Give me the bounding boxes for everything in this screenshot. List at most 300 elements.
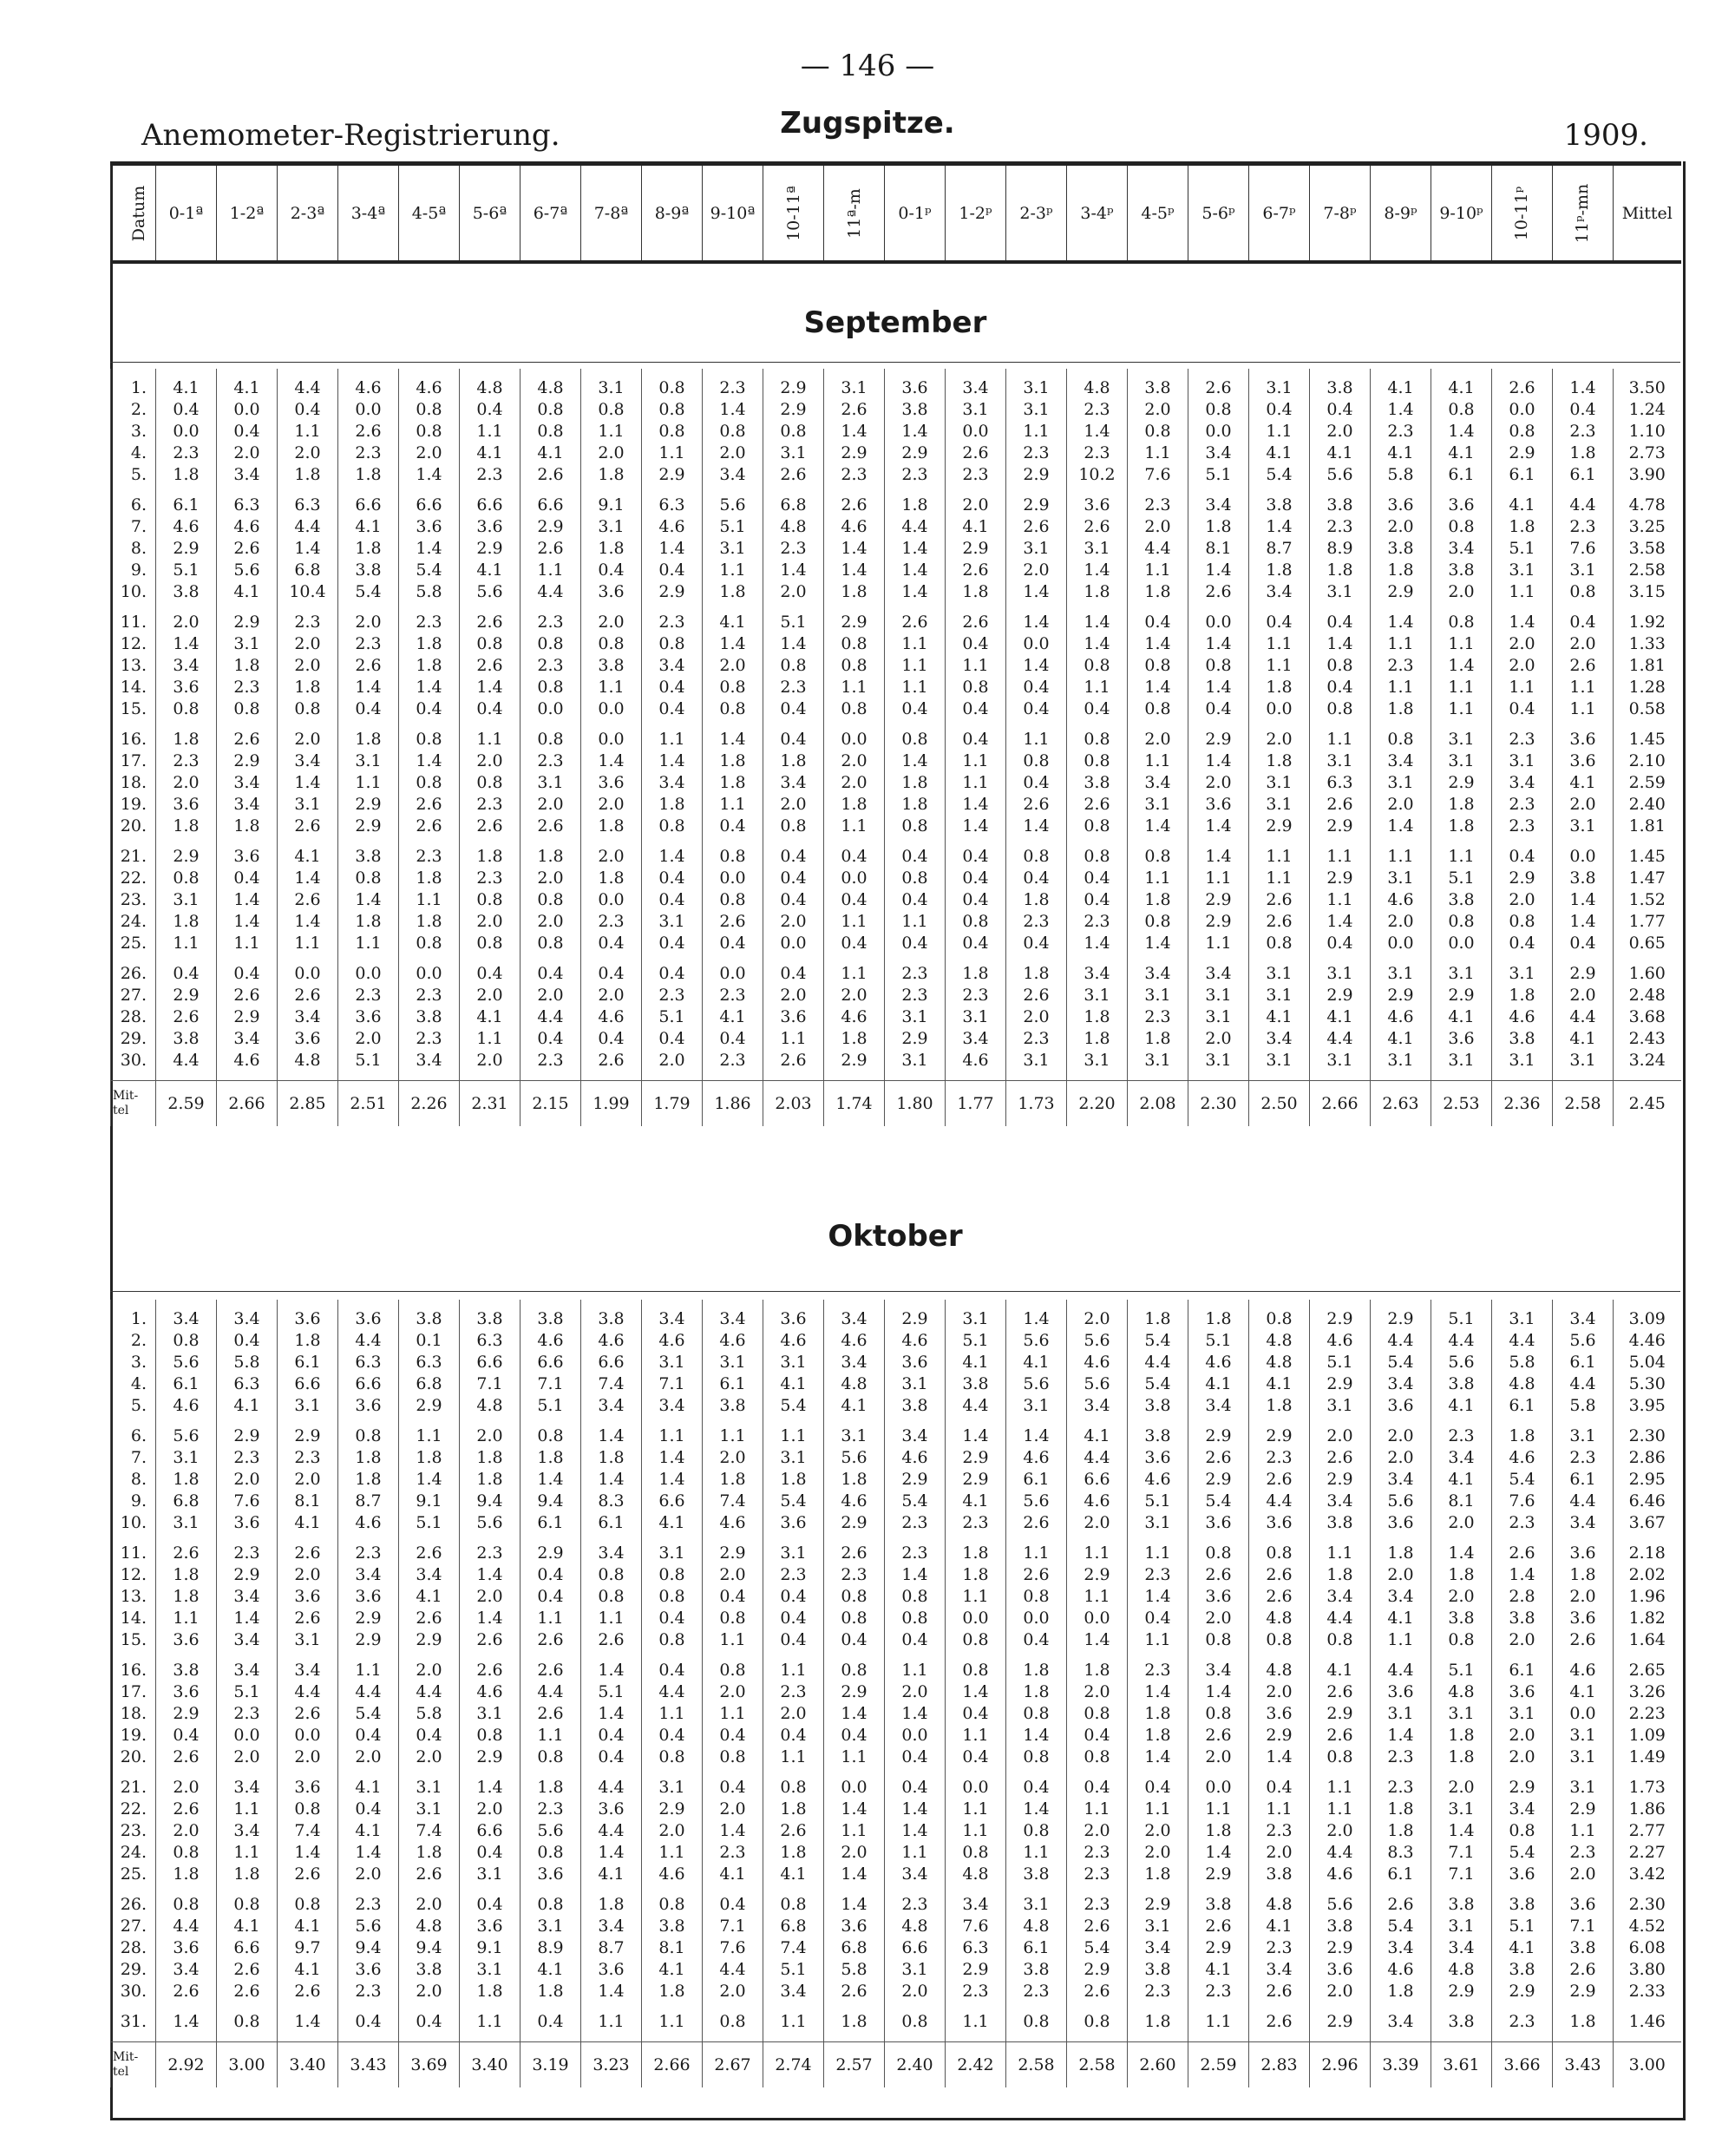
wind-speed-cell: 3.1: [1431, 1799, 1492, 1820]
wind-speed-cell: 2.9: [1431, 985, 1492, 1006]
wind-speed-cell: 2.6: [217, 1981, 278, 2002]
wind-speed-cell: 4.8: [1249, 1660, 1310, 1681]
wind-speed-cell: 0.8: [642, 1746, 703, 1768]
wind-speed-cell: 0.8: [763, 1777, 824, 1799]
wind-speed-cell: 3.4: [1371, 1937, 1431, 1959]
daily-mean-cell: 3.90: [1614, 464, 1681, 486]
wind-speed-cell: 1.4: [217, 1608, 278, 1629]
wind-speed-cell: 4.4: [1128, 1352, 1188, 1373]
wind-speed-cell: 2.0: [1249, 729, 1310, 750]
wind-speed-cell: 2.9: [1371, 1308, 1431, 1330]
wind-speed-cell: 2.6: [520, 816, 581, 837]
wind-speed-cell: 0.4: [946, 868, 1006, 889]
wind-speed-cell: 3.1: [1006, 538, 1067, 560]
wind-speed-cell: 3.6: [581, 772, 642, 794]
wind-speed-cell: 2.6: [278, 1608, 338, 1629]
mittel-label: Mit-tel: [111, 1081, 156, 1127]
wind-speed-cell: 1.4: [1006, 1799, 1067, 1820]
wind-speed-cell: 5.1: [1431, 868, 1492, 889]
table-row: [111, 655, 1681, 677]
wind-speed-cell: 1.4: [1371, 612, 1431, 633]
wind-speed-cell: 4.8: [1006, 1916, 1067, 1937]
wind-speed-cell: 1.8: [338, 538, 399, 560]
wind-speed-cell: 5.1: [703, 516, 763, 538]
wind-speed-cell: 0.0: [1188, 1777, 1249, 1799]
wind-speed-cell: 4.4: [520, 1681, 581, 1703]
wind-speed-cell: 3.1: [1431, 729, 1492, 750]
wind-speed-cell: 1.1: [1249, 846, 1310, 868]
wind-speed-cell: 3.6: [1492, 1864, 1553, 1885]
wind-speed-cell: 1.8: [1431, 794, 1492, 816]
wind-speed-cell: 0.4: [824, 889, 885, 911]
wind-speed-cell: 2.6: [1006, 1564, 1067, 1586]
wind-speed-cell: 3.6: [217, 1512, 278, 1534]
wind-speed-cell: 3.6: [1371, 1512, 1431, 1534]
wind-speed-cell: 3.1: [1431, 1916, 1492, 1937]
wind-speed-cell: 1.8: [1128, 1703, 1188, 1725]
wind-speed-cell: 2.0: [520, 868, 581, 889]
wind-speed-cell: 0.8: [338, 1425, 399, 1447]
wind-speed-cell: 3.1: [946, 1006, 1006, 1028]
wind-speed-cell: 1.8: [824, 1028, 885, 1050]
daily-mean-cell: 2.30: [1614, 1425, 1681, 1447]
date-cell: 24.: [111, 1842, 156, 1864]
wind-speed-cell: 2.3: [1371, 1777, 1431, 1799]
wind-speed-cell: 2.6: [1188, 1564, 1249, 1586]
wind-speed-cell: 3.1: [763, 1447, 824, 1469]
wind-speed-cell: 2.9: [217, 750, 278, 772]
wind-speed-cell: 2.6: [1310, 794, 1371, 816]
wind-speed-cell: 2.9: [1310, 1469, 1371, 1491]
wind-speed-cell: 5.1: [581, 1681, 642, 1703]
wind-speed-cell: 2.0: [1371, 911, 1431, 933]
wind-speed-cell: 2.9: [703, 1543, 763, 1564]
wind-speed-cell: 1.8: [763, 1469, 824, 1491]
wind-speed-cell: 2.6: [824, 495, 885, 516]
wind-speed-cell: 2.6: [278, 1703, 338, 1725]
wind-speed-cell: 2.3: [703, 985, 763, 1006]
wind-speed-cell: 2.3: [1067, 911, 1128, 933]
table-row: [111, 889, 1681, 911]
wind-speed-cell: 1.4: [642, 1447, 703, 1469]
wind-speed-cell: 3.1: [278, 794, 338, 816]
wind-speed-cell: 0.4: [763, 1608, 824, 1629]
column-header-hour: [1492, 164, 1553, 263]
hourly-mean-cell: 2.63: [1371, 1081, 1431, 1127]
wind-speed-cell: 6.6: [338, 495, 399, 516]
wind-speed-cell: 2.6: [399, 1543, 460, 1564]
wind-speed-cell: 0.8: [399, 421, 460, 442]
wind-speed-cell: 3.1: [1249, 772, 1310, 794]
wind-speed-cell: 0.8: [642, 1586, 703, 1608]
wind-speed-cell: 2.9: [1310, 1373, 1371, 1395]
wind-speed-cell: 0.4: [1553, 612, 1614, 633]
wind-speed-cell: 1.8: [1492, 1425, 1553, 1447]
wind-speed-cell: 4.8: [1249, 1352, 1310, 1373]
wind-speed-cell: 2.9: [824, 1681, 885, 1703]
wind-speed-cell: 0.8: [1249, 1308, 1310, 1330]
wind-speed-cell: 2.6: [581, 1050, 642, 1071]
wind-speed-cell: 2.9: [1310, 1308, 1371, 1330]
hourly-mean-cell: 1.77: [946, 1081, 1006, 1127]
daily-mean-cell: 3.58: [1614, 538, 1681, 560]
wind-speed-cell: 1.4: [1067, 933, 1128, 954]
wind-speed-cell: 10.2: [1067, 464, 1128, 486]
wind-speed-cell: 3.8: [1128, 1425, 1188, 1447]
daily-mean-cell: 1.45: [1614, 846, 1681, 868]
wind-speed-cell: 4.4: [703, 1959, 763, 1981]
wind-speed-cell: 5.1: [1431, 1308, 1492, 1330]
wind-speed-cell: 1.1: [885, 1660, 946, 1681]
september-table: [110, 369, 1681, 1126]
wind-speed-cell: 1.1: [1371, 846, 1431, 868]
wind-speed-cell: 2.9: [1431, 1981, 1492, 2002]
hourly-mean-cell: 2.58: [1553, 1081, 1614, 1127]
wind-speed-cell: 2.0: [1128, 1842, 1188, 1864]
wind-speed-cell: 4.1: [1431, 1395, 1492, 1417]
wind-speed-cell: 1.1: [1006, 1543, 1067, 1564]
wind-speed-cell: 4.8: [1431, 1959, 1492, 1981]
wind-speed-cell: 2.3: [885, 1512, 946, 1534]
wind-speed-cell: 1.1: [1553, 1820, 1614, 1842]
wind-speed-cell: 2.0: [1492, 889, 1553, 911]
wind-speed-cell: 1.1: [946, 772, 1006, 794]
wind-speed-cell: 4.1: [581, 1864, 642, 1885]
wind-speed-cell: 1.8: [1553, 442, 1614, 464]
wind-speed-cell: 3.8: [399, 1006, 460, 1028]
table-row: [111, 677, 1681, 698]
wind-speed-cell: 3.1: [1067, 985, 1128, 1006]
wind-speed-cell: 6.6: [885, 1937, 946, 1959]
wind-speed-cell: 2.0: [520, 911, 581, 933]
wind-speed-cell: 4.4: [1553, 1491, 1614, 1512]
wind-speed-cell: 2.9: [1553, 963, 1614, 985]
wind-speed-cell: 3.8: [1067, 772, 1128, 794]
wind-speed-cell: 2.3: [642, 985, 703, 1006]
wind-speed-cell: 4.6: [520, 1330, 581, 1352]
hourly-mean-cell: 3.19: [520, 2042, 581, 2088]
wind-speed-cell: 2.9: [1067, 1959, 1128, 1981]
wind-speed-cell: 2.0: [1188, 1608, 1249, 1629]
wind-speed-cell: 4.6: [703, 1330, 763, 1352]
wind-speed-cell: 4.6: [1188, 1352, 1249, 1373]
hourly-mean-cell: 2.92: [156, 2042, 217, 2088]
date-cell: 12.: [111, 633, 156, 655]
wind-speed-cell: 2.6: [703, 911, 763, 933]
wind-speed-cell: 3.8: [703, 1395, 763, 1417]
wind-speed-cell: 0.4: [1006, 1777, 1067, 1799]
wind-speed-cell: 6.1: [1371, 1864, 1431, 1885]
table-row: [111, 1842, 1681, 1864]
wind-speed-cell: 1.8: [581, 538, 642, 560]
wind-speed-cell: 1.1: [1431, 633, 1492, 655]
daily-mean-cell: 6.08: [1614, 1937, 1681, 1959]
wind-speed-cell: 5.4: [1128, 1330, 1188, 1352]
daily-mean-cell: 3.67: [1614, 1512, 1681, 1534]
wind-speed-cell: 2.6: [460, 816, 520, 837]
wind-speed-cell: 1.1: [642, 2011, 703, 2033]
wind-speed-cell: 4.6: [1492, 1006, 1553, 1028]
wind-speed-cell: 1.4: [1492, 612, 1553, 633]
wind-speed-cell: 5.1: [1310, 1352, 1371, 1373]
wind-speed-cell: 3.4: [763, 772, 824, 794]
wind-speed-cell: 7.6: [1553, 538, 1614, 560]
wind-speed-cell: 0.4: [642, 1028, 703, 1050]
wind-speed-cell: 2.6: [399, 1864, 460, 1885]
wind-speed-cell: 3.4: [1188, 963, 1249, 985]
wind-speed-cell: 1.4: [1067, 633, 1128, 655]
wind-speed-cell: 1.4: [460, 1608, 520, 1629]
wind-speed-cell: 3.1: [1492, 1050, 1553, 1071]
wind-speed-cell: 0.8: [460, 633, 520, 655]
wind-speed-cell: 0.4: [1492, 698, 1553, 720]
wind-speed-cell: 1.1: [1431, 677, 1492, 698]
wind-speed-cell: 0.8: [946, 911, 1006, 933]
wind-speed-cell: 3.6: [520, 1864, 581, 1885]
wind-speed-cell: 2.0: [1310, 1820, 1371, 1842]
wind-speed-cell: 0.4: [1310, 399, 1371, 421]
wind-speed-cell: 4.4: [1310, 1842, 1371, 1864]
wind-speed-cell: 2.0: [278, 442, 338, 464]
wind-speed-cell: 1.8: [885, 772, 946, 794]
wind-speed-cell: 3.1: [1371, 1703, 1431, 1725]
wind-speed-cell: 5.6: [520, 1820, 581, 1842]
hourly-mean-cell: 3.69: [399, 2042, 460, 2088]
wind-speed-cell: 1.1: [156, 933, 217, 954]
wind-speed-cell: 3.1: [460, 1959, 520, 1981]
wind-speed-cell: 0.4: [763, 889, 824, 911]
wind-speed-cell: 3.4: [885, 1425, 946, 1447]
wind-speed-cell: 3.6: [1553, 1894, 1614, 1916]
section-rule: [110, 1291, 1680, 1292]
wind-speed-cell: 2.0: [703, 1981, 763, 2002]
wind-speed-cell: 4.6: [581, 1006, 642, 1028]
wind-speed-cell: 5.4: [338, 581, 399, 603]
wind-speed-cell: 6.1: [156, 495, 217, 516]
wind-speed-cell: 4.1: [1006, 1352, 1067, 1373]
wind-speed-cell: 1.8: [1128, 1308, 1188, 1330]
wind-speed-cell: 4.1: [520, 442, 581, 464]
wind-speed-cell: 3.1: [1006, 1050, 1067, 1071]
daily-mean-cell: 2.23: [1614, 1703, 1681, 1725]
table-row: [111, 772, 1681, 794]
wind-speed-cell: 5.8: [1553, 1395, 1614, 1417]
wind-speed-cell: 0.8: [1249, 933, 1310, 954]
wind-speed-cell: 3.4: [1310, 1586, 1371, 1608]
wind-speed-cell: 3.6: [156, 794, 217, 816]
wind-speed-cell: 4.6: [1067, 1491, 1128, 1512]
wind-speed-cell: 0.8: [278, 698, 338, 720]
wind-speed-cell: 2.0: [703, 1681, 763, 1703]
wind-speed-cell: 0.8: [1431, 516, 1492, 538]
wind-speed-cell: 2.9: [338, 1629, 399, 1651]
wind-speed-cell: 3.6: [1310, 1959, 1371, 1981]
wind-speed-cell: 1.1: [946, 1586, 1006, 1608]
wind-speed-cell: 1.4: [1188, 1681, 1249, 1703]
wind-speed-cell: 0.8: [399, 729, 460, 750]
wind-speed-cell: 1.1: [703, 560, 763, 581]
station-title: Zugspitze.: [780, 106, 955, 141]
wind-speed-cell: 0.8: [1492, 1820, 1553, 1842]
wind-speed-cell: 1.1: [1553, 698, 1614, 720]
wind-speed-cell: 1.1: [1006, 729, 1067, 750]
wind-speed-cell: 1.8: [581, 1447, 642, 1469]
wind-speed-cell: 1.4: [885, 1820, 946, 1842]
wind-speed-cell: 0.8: [1249, 1543, 1310, 1564]
wind-speed-cell: 5.4: [1492, 1469, 1553, 1491]
wind-speed-cell: 4.1: [1067, 1425, 1128, 1447]
wind-speed-cell: 2.9: [642, 464, 703, 486]
wind-speed-cell: 0.4: [217, 1330, 278, 1352]
wind-speed-cell: 1.4: [1067, 612, 1128, 633]
wind-speed-cell: 2.9: [885, 442, 946, 464]
wind-speed-cell: 3.4: [581, 1543, 642, 1564]
wind-speed-cell: 0.8: [278, 1799, 338, 1820]
wind-speed-cell: 2.9: [1188, 1469, 1249, 1491]
wind-speed-cell: 3.4: [278, 1006, 338, 1028]
wind-speed-cell: 6.6: [581, 1352, 642, 1373]
wind-speed-cell: 0.8: [1067, 816, 1128, 837]
hourly-mean-cell: 2.74: [763, 2042, 824, 2088]
wind-speed-cell: 3.1: [1249, 985, 1310, 1006]
wind-speed-cell: 2.0: [1431, 1586, 1492, 1608]
wind-speed-cell: 4.4: [885, 516, 946, 538]
wind-speed-cell: 2.9: [1249, 1425, 1310, 1447]
wind-speed-cell: 2.3: [703, 1842, 763, 1864]
table-row: [111, 516, 1681, 538]
wind-speed-cell: 4.6: [1492, 1447, 1553, 1469]
wind-speed-cell: 1.4: [581, 750, 642, 772]
wind-speed-cell: 1.4: [460, 1564, 520, 1586]
wind-speed-cell: 5.6: [1371, 1491, 1431, 1512]
wind-speed-cell: 3.8: [1431, 1894, 1492, 1916]
wind-speed-cell: 1.1: [460, 421, 520, 442]
wind-speed-cell: 5.6: [1006, 1491, 1067, 1512]
wind-speed-cell: 2.9: [460, 538, 520, 560]
wind-speed-cell: 5.1: [763, 1959, 824, 1981]
wind-speed-cell: 0.4: [763, 963, 824, 985]
wind-speed-cell: 2.6: [338, 655, 399, 677]
wind-speed-cell: 1.1: [946, 1799, 1006, 1820]
wind-speed-cell: 2.0: [581, 612, 642, 633]
wind-speed-cell: 0.0: [885, 1725, 946, 1746]
table-row: [111, 633, 1681, 655]
wind-speed-cell: 6.8: [763, 495, 824, 516]
wind-speed-cell: 1.4: [399, 750, 460, 772]
wind-speed-cell: 3.4: [399, 1050, 460, 1071]
wind-speed-cell: 0.8: [946, 1629, 1006, 1651]
wind-speed-cell: 5.8: [399, 581, 460, 603]
table-row: [111, 1660, 1681, 1681]
wind-speed-cell: 0.8: [885, 2011, 946, 2033]
wind-speed-cell: 2.6: [460, 612, 520, 633]
column-header-hour-label: 11ᵖ-mn: [1573, 183, 1593, 243]
wind-speed-cell: 1.4: [885, 1564, 946, 1586]
wind-speed-cell: 5.1: [1128, 1491, 1188, 1512]
wind-speed-cell: 2.3: [1371, 1746, 1431, 1768]
wind-speed-cell: 1.4: [946, 1681, 1006, 1703]
wind-speed-cell: 1.1: [1188, 2011, 1249, 2033]
wind-speed-cell: 1.1: [824, 1746, 885, 1768]
wind-speed-cell: 1.8: [217, 816, 278, 837]
wind-speed-cell: 1.8: [824, 581, 885, 603]
wind-speed-cell: 4.6: [338, 377, 399, 399]
daily-mean-cell: 2.73: [1614, 442, 1681, 464]
wind-speed-cell: 1.4: [824, 538, 885, 560]
wind-speed-cell: 2.6: [1006, 1512, 1067, 1534]
wind-speed-cell: 4.8: [278, 1050, 338, 1071]
column-header-hour: 2-3ᵖ: [1006, 164, 1067, 263]
wind-speed-cell: 6.6: [278, 1373, 338, 1395]
wind-speed-cell: 4.6: [1310, 1330, 1371, 1352]
wind-speed-cell: 2.6: [338, 421, 399, 442]
date-cell: 17.: [111, 1681, 156, 1703]
wind-speed-cell: 1.1: [1188, 933, 1249, 954]
wind-speed-cell: 7.4: [763, 1937, 824, 1959]
wind-speed-cell: 1.1: [460, 729, 520, 750]
wind-speed-cell: 2.6: [1067, 794, 1128, 816]
wind-speed-cell: 0.4: [1553, 399, 1614, 421]
wind-speed-cell: 4.1: [278, 846, 338, 868]
wind-speed-cell: 0.8: [460, 933, 520, 954]
column-header-table: [110, 161, 1681, 264]
wind-speed-cell: 2.6: [946, 612, 1006, 633]
wind-speed-cell: 4.4: [338, 1330, 399, 1352]
wind-speed-cell: 1.8: [217, 1864, 278, 1885]
wind-speed-cell: 1.1: [581, 2011, 642, 2033]
date-cell: 27.: [111, 1916, 156, 1937]
wind-speed-cell: 4.6: [824, 1491, 885, 1512]
wind-speed-cell: 2.0: [399, 1981, 460, 2002]
wind-speed-cell: 0.0: [581, 889, 642, 911]
wind-speed-cell: 4.1: [1310, 442, 1371, 464]
wind-speed-cell: 0.4: [885, 933, 946, 954]
wind-speed-cell: 4.6: [642, 516, 703, 538]
oktober-table: [110, 1300, 1681, 2087]
wind-speed-cell: 5.6: [1067, 1373, 1128, 1395]
wind-speed-cell: 3.8: [1492, 1959, 1553, 1981]
wind-speed-cell: 4.8: [399, 1916, 460, 1937]
wind-speed-cell: 6.8: [824, 1937, 885, 1959]
wind-speed-cell: 1.8: [642, 794, 703, 816]
wind-speed-cell: 2.3: [581, 911, 642, 933]
wind-speed-cell: 1.4: [581, 1660, 642, 1681]
wind-speed-cell: 1.8: [581, 464, 642, 486]
date-cell: 2.: [111, 399, 156, 421]
wind-speed-cell: 5.6: [703, 495, 763, 516]
wind-speed-cell: 1.8: [824, 1469, 885, 1491]
wind-speed-cell: 2.3: [399, 846, 460, 868]
wind-speed-cell: 3.1: [642, 1352, 703, 1373]
wind-speed-cell: 1.8: [156, 1864, 217, 1885]
wind-speed-cell: 1.1: [763, 1746, 824, 1768]
column-header-hour: 0-1ª: [156, 164, 217, 263]
wind-speed-cell: 0.4: [946, 846, 1006, 868]
wind-speed-cell: 4.1: [1492, 495, 1553, 516]
wind-speed-cell: 1.1: [763, 1425, 824, 1447]
wind-speed-cell: 2.3: [1006, 1028, 1067, 1050]
wind-speed-cell: 0.4: [460, 399, 520, 421]
wind-speed-cell: 2.9: [946, 1959, 1006, 1981]
wind-speed-cell: 2.0: [1310, 421, 1371, 442]
wind-speed-cell: 2.9: [156, 985, 217, 1006]
wind-speed-cell: 4.1: [1431, 1006, 1492, 1028]
wind-speed-cell: 3.6: [1371, 495, 1431, 516]
wind-speed-cell: 2.0: [1006, 1006, 1067, 1028]
wind-speed-cell: 2.0: [460, 985, 520, 1006]
wind-speed-cell: 0.0: [156, 421, 217, 442]
wind-speed-cell: 3.8: [1006, 1864, 1067, 1885]
